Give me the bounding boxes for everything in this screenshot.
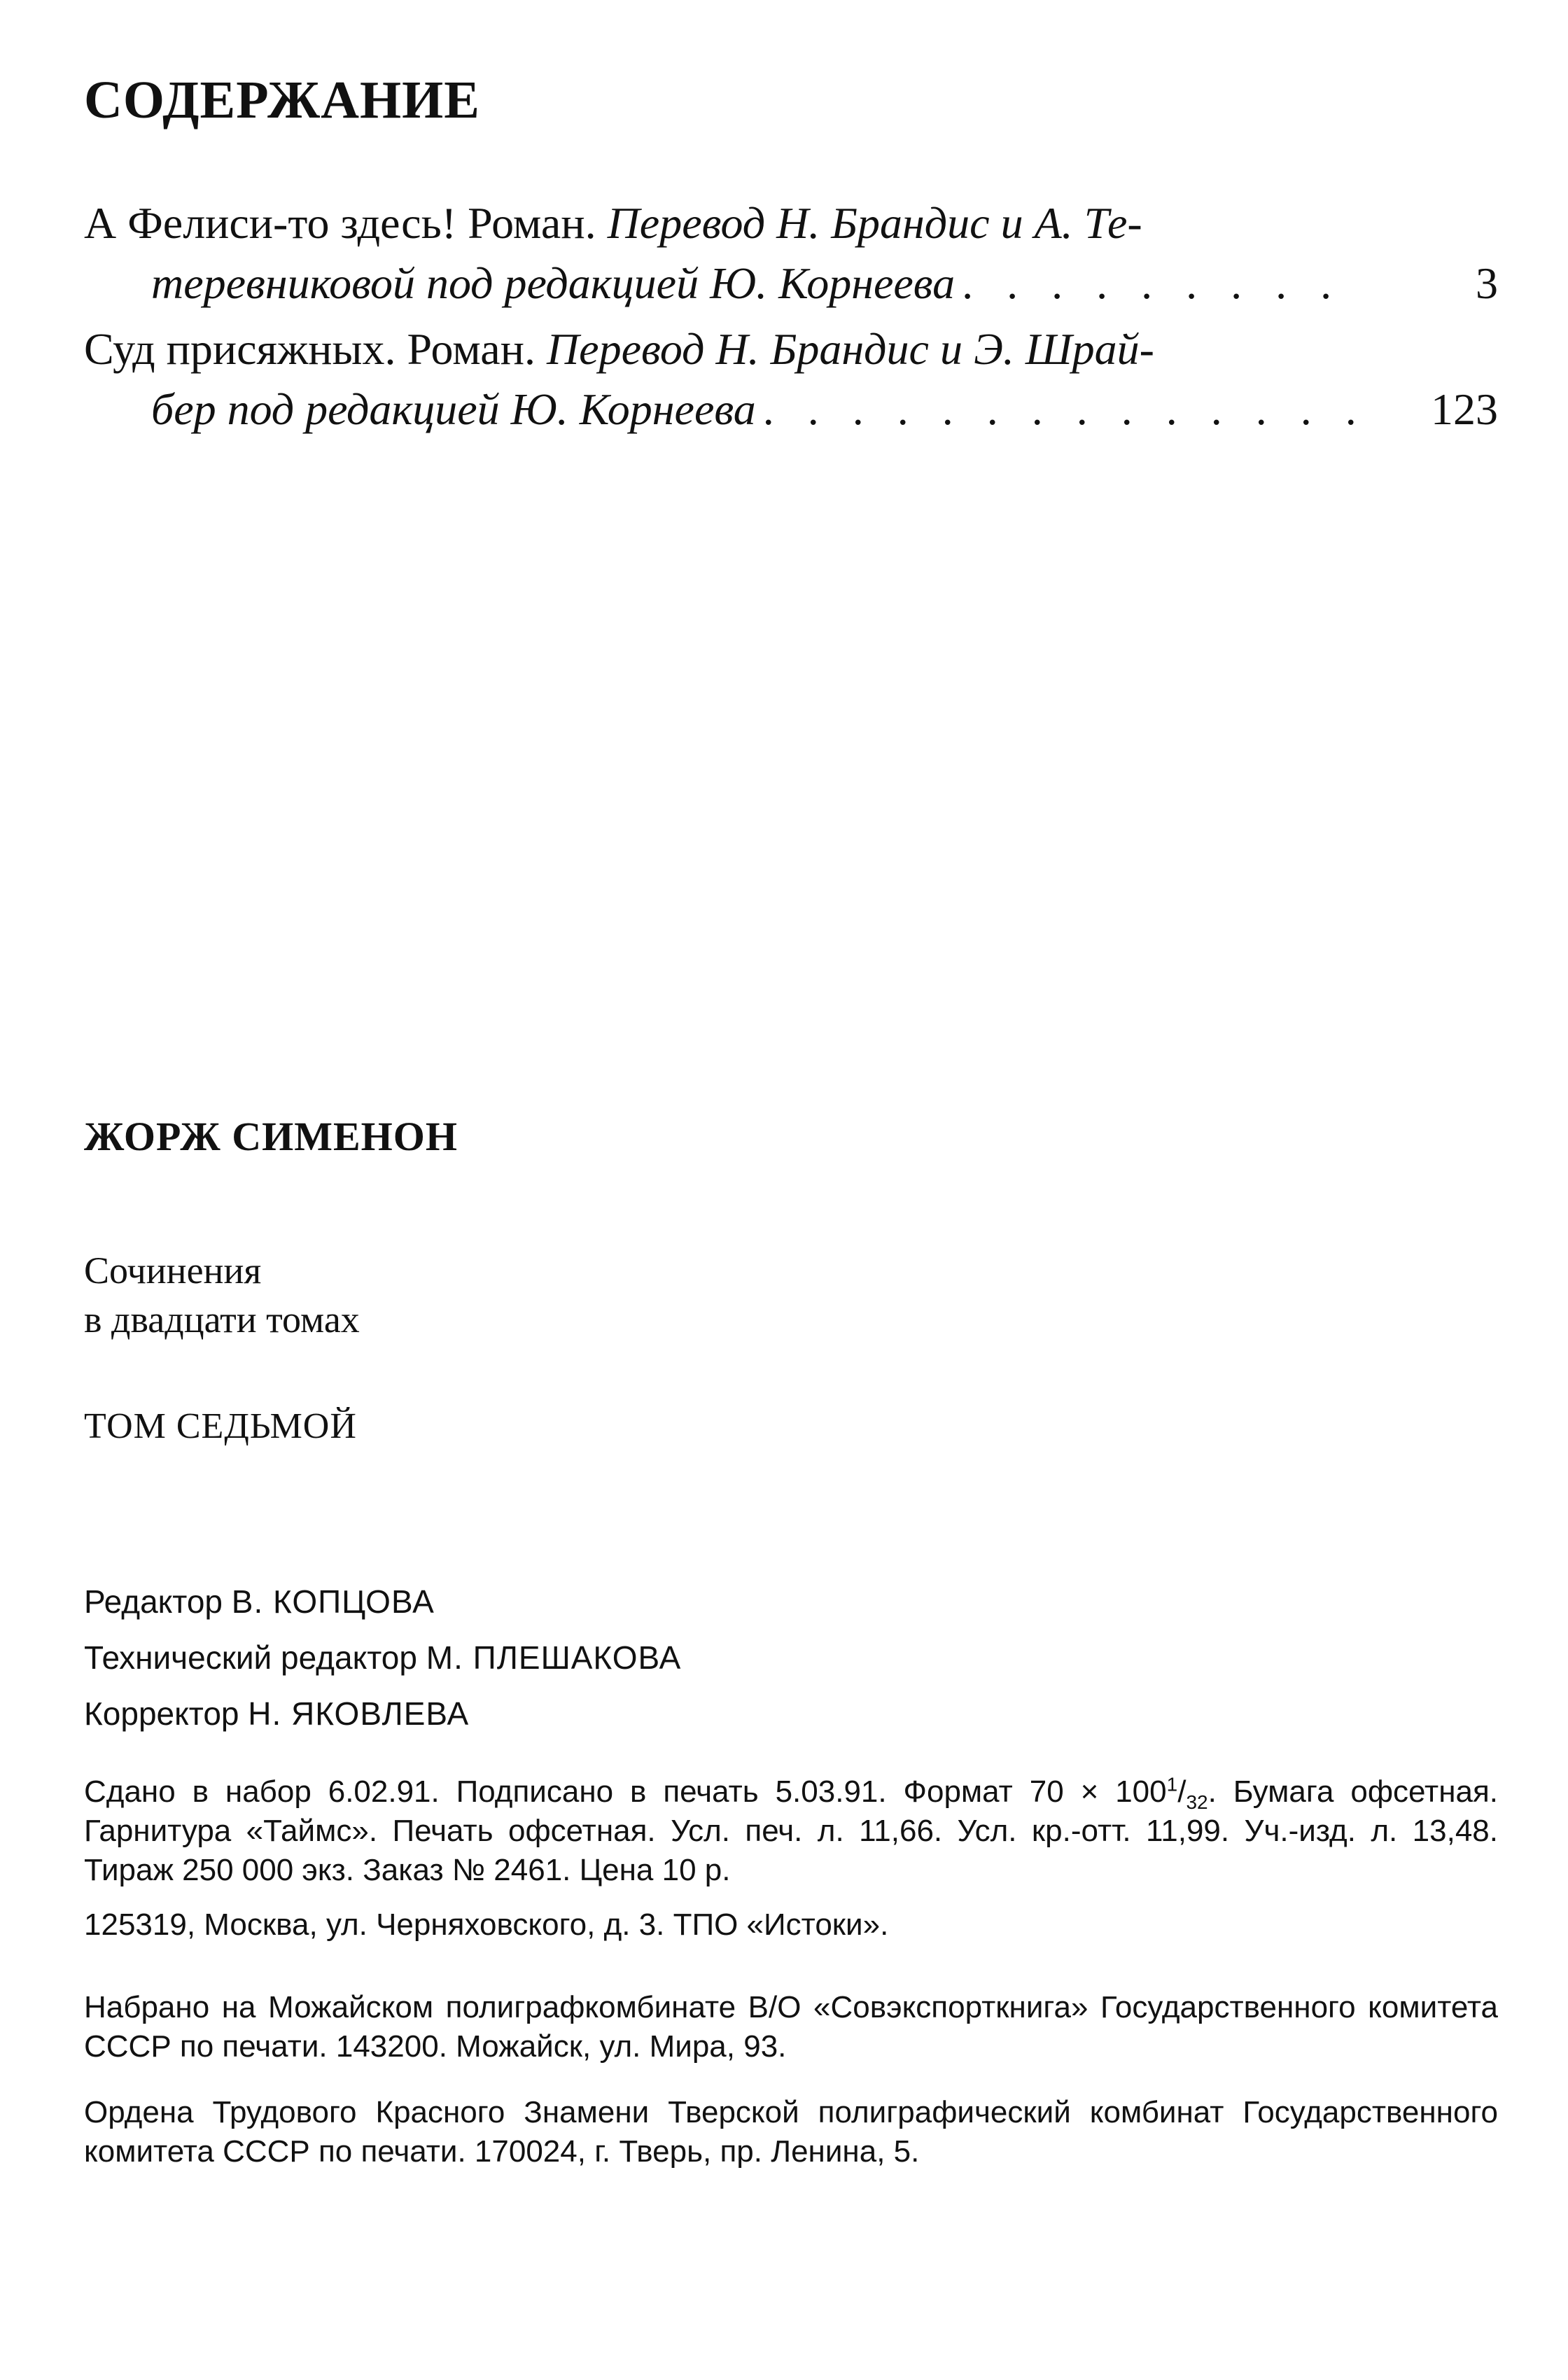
- typesetting-info: [84, 1988, 1498, 2066]
- production-details: [84, 1772, 1498, 1890]
- printing-info: [84, 2093, 1498, 2171]
- publisher-address: [84, 1905, 1498, 1945]
- toc-entry-line: [84, 253, 1498, 314]
- publisher-address-text: 125319, Москва, ул. Черняховского, д. 3. ТПО «Истоки».: [84, 1907, 889, 1942]
- credit-name: Н. ЯКОВЛЕВА: [248, 1695, 470, 1732]
- toc-entry-line: [84, 319, 1498, 379]
- printing-text: Ордена Трудового Красного Знамени Тверской полиграфический комбинат Государственного комитета СССР по печати. 170024, г. Тверь, пр. Ленина, 5.: [84, 2095, 1498, 2169]
- author-name: ЖОРЖ СИМЕНОН: [84, 1114, 458, 1159]
- credit-line: [84, 1574, 681, 1630]
- credits-list: [84, 1574, 681, 1742]
- credit-role: Редактор: [84, 1583, 223, 1620]
- volume-number: ТОМ СЕДЬМОЙ: [84, 1406, 357, 1446]
- toc-entry-translation: бер под редакцией Ю. Корнеева: [151, 384, 756, 434]
- credit-name: В. КОПЦОВА: [231, 1583, 435, 1620]
- production-paragraph: Сдано в набор 6.02.91. Подписано в печать 5.03.91. Формат $70 \times 100^1/_{32}$. Бумага офсетная. Гарнитура «Таймс». Печать офсетная. Усл. печ. л. 11,66. Усл. кр.-отт. 11,99. Уч.-изд. л. 13,48. Тираж 250 000 экз. Заказ № 2461. Цена 10 р.: [84, 1773, 1499, 1887]
- format-numerator: 1: [1166, 1773, 1178, 1795]
- credit-role: Корректор: [84, 1695, 239, 1732]
- toc-entry-translation: Перевод Н. Брандис и Э. Шрай-: [546, 324, 1154, 374]
- toc-entry-title: А Фелиси-то здесь! Роман.: [84, 198, 596, 248]
- toc-entry-translation: теревниковой под редакцией Ю. Корнеева: [151, 258, 955, 308]
- credit-line: [84, 1686, 681, 1742]
- credit-role: Технический редактор: [84, 1639, 417, 1676]
- works-title: [84, 1246, 360, 1344]
- production-text: Сдано в набор 6.02.91. Подписано в печать 5.03.91. Формат 70 × 100: [84, 1774, 1167, 1809]
- toc-entry[interactable]: [84, 319, 1498, 440]
- toc-entry-line: [84, 379, 1498, 440]
- toc-page-number: 123: [1431, 384, 1498, 434]
- toc-entry-line: [84, 193, 1498, 253]
- format-denominator: 32: [1186, 1791, 1208, 1813]
- toc-entry-title: Суд присяжных. Роман.: [84, 324, 536, 374]
- dot-leader: [763, 379, 1365, 440]
- toc-title: СОДЕРЖАНИЕ: [84, 71, 480, 130]
- dot-leader: [962, 253, 1365, 314]
- credit-name: М. ПЛЕШАКОВА: [426, 1639, 682, 1676]
- production-text: . Бумага офсетная. Гарнитура «Таймс». Печать офсетная. Усл. печ. л. 11,66. Усл. кр.-отт. 11,99. Уч.-изд. л. 13,48. Тираж 250 000 экз. Заказ № 2461. Цена 10 р.: [84, 1774, 1499, 1887]
- works-title-line: Сочинения: [84, 1250, 262, 1292]
- toc-page-number: 3: [1476, 258, 1498, 308]
- typesetting-text: Набрано на Можайском полиграфкомбинате В/О «Совэкспорткнига» Государственного комитета СССР по печати. 143200. Можайск, ул. Мира, 93.: [84, 1990, 1498, 2064]
- toc-entry-translation: Перевод Н. Брандис и А. Те-: [607, 198, 1142, 248]
- credit-line: [84, 1630, 681, 1686]
- works-title-line: в двадцати томах: [84, 1298, 360, 1340]
- toc-entry[interactable]: [84, 193, 1498, 314]
